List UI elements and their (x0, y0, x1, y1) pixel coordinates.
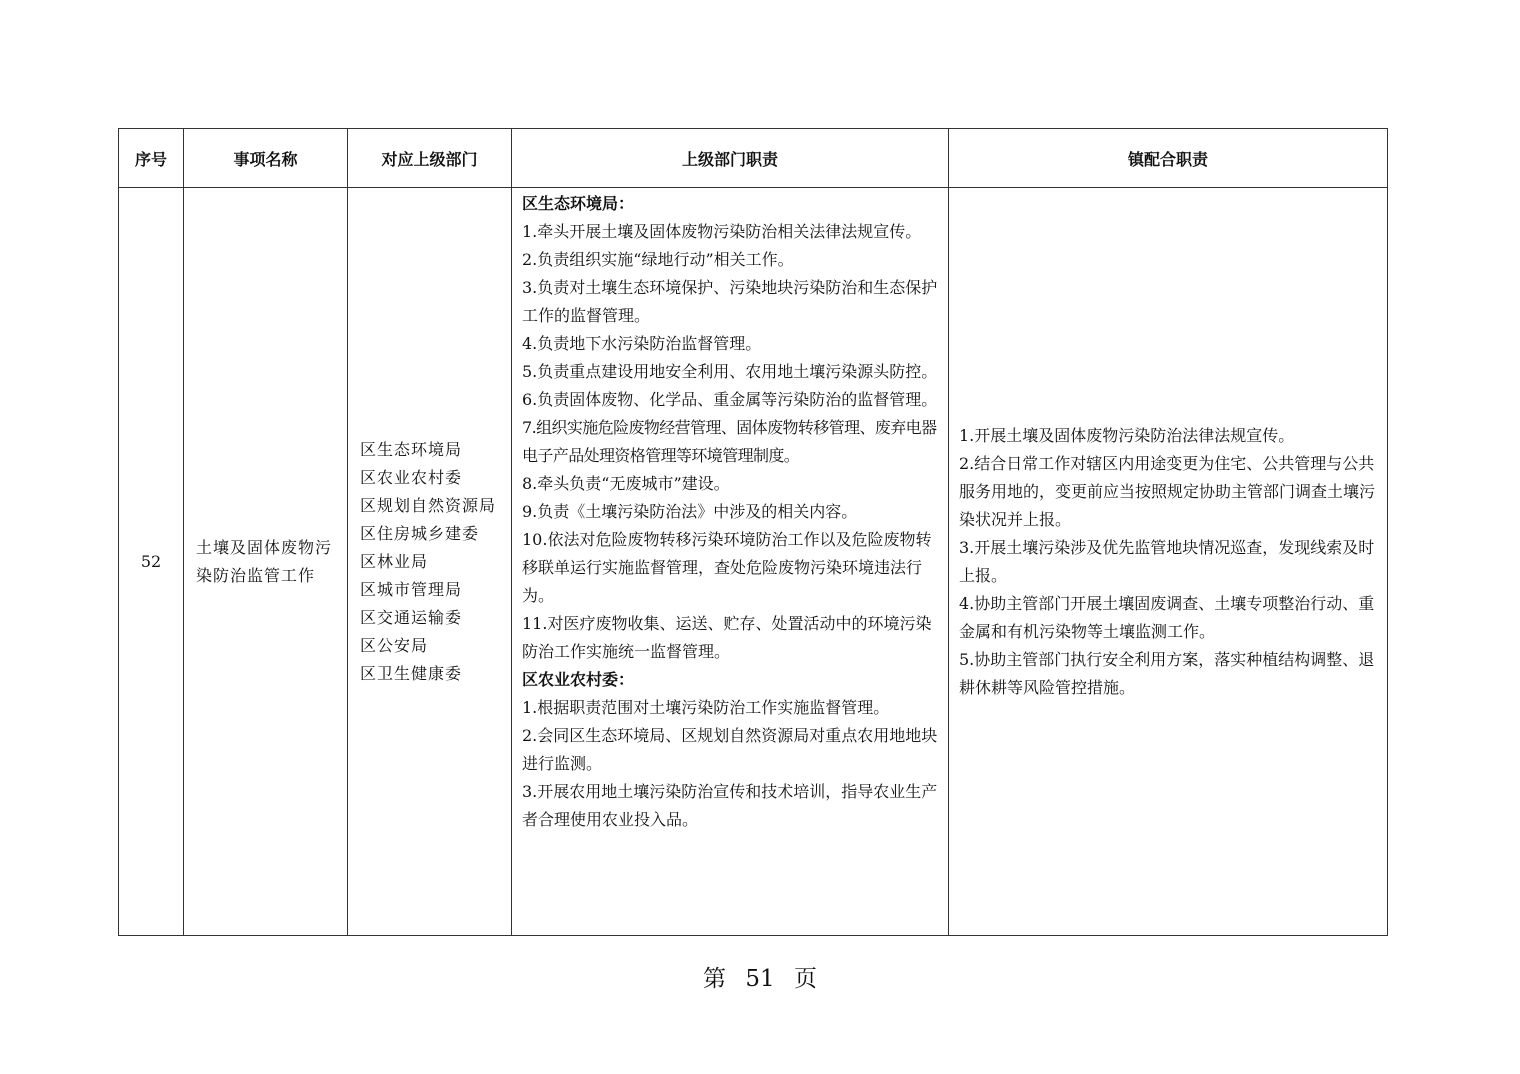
header-town-duty: 镇配合职责 (949, 129, 1388, 188)
duty-item: 5.负责重点建设用地安全利用、农用地土壤污染源头防控。 (522, 362, 938, 381)
town-duty-item: 4.协助主管部门开展土壤固废调查、土壤专项整治行动、重金属和有机污染物等土壤监测工作。 (959, 593, 1375, 641)
department-item: 区农业农村委 (360, 467, 463, 487)
duty-item: 11.对医疗废物收集、运送、贮存、处置活动中的环境污染防治工作实施统一监督管理。 (522, 614, 932, 661)
footer-prefix: 第 (703, 966, 727, 992)
cell-departments (348, 188, 512, 936)
department-item: 区生态环境局 (360, 439, 463, 459)
department-item: 区卫生健康委 (360, 663, 463, 683)
cell-town-duties (949, 188, 1388, 936)
town-duty-item: 5.协助主管部门执行安全利用方案，落实种植结构调整、退耕休耕等风险管控措施。 (959, 649, 1375, 697)
footer-suffix: 页 (793, 966, 817, 992)
duty-item: 4.负责地下水污染防治监督管理。 (522, 334, 762, 353)
department-item: 区城市管理局 (360, 579, 463, 599)
duty-item: 6.负责固体废物、化学品、重金属等污染防治的监督管理。 (522, 390, 938, 409)
upper-dept-title: 区生态环境局： (522, 194, 635, 213)
header-department: 对应上级部门 (348, 129, 512, 188)
header-seq: 序号 (119, 129, 184, 188)
header-row (119, 129, 1388, 188)
department-item: 区住房城乡建委 (360, 523, 480, 543)
duty-item: 7.组织实施危险废物经营管理、固体废物转移管理、废弃电器电子产品处理资格管理等环境管理制度。 (522, 418, 937, 465)
duty-item: 10.依法对危险废物转移污染环境防治工作以及危险废物转移联单运行实施监督管理，查处危险废物污染环境违法行为。 (522, 530, 932, 605)
duty-item: 1.牵头开展土壤及固体废物污染防治相关法律法规宣传。 (522, 222, 922, 241)
upper-dept-title: 区农业农村委： (522, 670, 635, 689)
duty-item: 2.会同区生态环境局、区规划自然资源局对重点农用地地块进行监测。 (522, 726, 938, 773)
duty-item: 3.开展农用地土壤污染防治宣传和技术培训，指导农业生产者合理使用农业投入品。 (522, 782, 938, 829)
duty-table (118, 128, 1388, 936)
header-item-name: 事项名称 (184, 129, 348, 188)
cell-seq: 52 (119, 188, 184, 936)
duty-item: 3.负责对土壤生态环境保护、污染地块污染防治和生态保护工作的监督管理。 (522, 278, 938, 325)
header-upper-duty: 上级部门职责 (512, 129, 949, 188)
cell-item-name: 土壤及固体废物污染防治监管工作 (184, 188, 348, 936)
duty-item: 2.负责组织实施“绿地行动”相关工作。 (522, 250, 794, 269)
department-item: 区公安局 (360, 635, 429, 655)
town-duty-item: 3.开展土壤污染涉及优先监管地块情况巡查，发现线索及时上报。 (959, 537, 1375, 585)
town-duty-item: 1.开展土壤及固体废物污染防治法律法规宣传。 (959, 425, 1295, 445)
department-item: 区林业局 (360, 551, 429, 571)
department-item: 区交通运输委 (360, 607, 463, 627)
page-footer (0, 964, 1520, 994)
duty-item: 1.根据职责范围对土壤污染防治工作实施监督管理。 (522, 698, 890, 717)
duty-item: 8.牵头负责“无废城市”建设。 (522, 474, 730, 493)
duty-item: 9.负责《土壤污染防治法》中涉及的相关内容。 (522, 502, 858, 521)
department-item: 区规划自然资源局 (360, 495, 497, 515)
table-row (119, 188, 1388, 936)
cell-upper-duties (512, 188, 949, 936)
page-number: 51 (745, 966, 775, 992)
town-duty-item: 2.结合日常工作对辖区内用途变更为住宅、公共管理与公共服务用地的，变更前应当按照规定协助主管部门调查土壤污染状况并上报。 (959, 453, 1376, 529)
